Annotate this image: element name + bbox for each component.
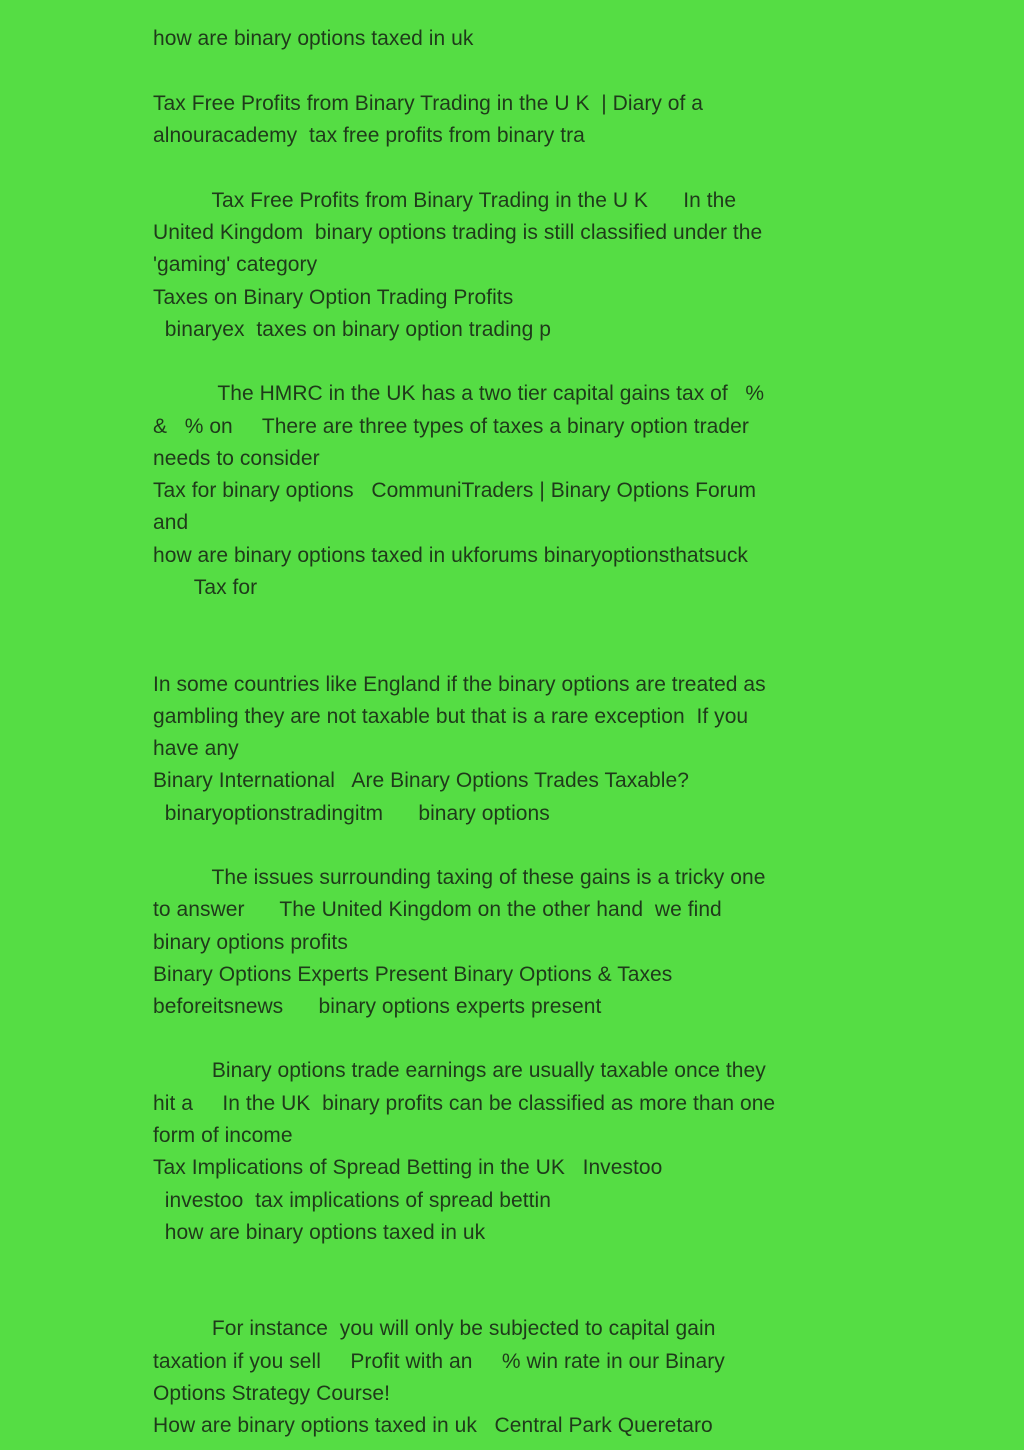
text-line: how are binary options taxed in ukforums binaryoptionsthatsuck <box>153 544 748 567</box>
text-line: For instance you will only be subjected to capital gain <box>153 1317 716 1340</box>
text-line: Taxes on Binary Option Trading Profits <box>153 286 514 309</box>
text-line: 'gaming' category <box>153 253 318 276</box>
text-line: to answer The United Kingdom on the other hand we find <box>153 898 722 921</box>
text-line: binaryoptionstradingitm binary options <box>153 802 550 825</box>
text-line: How are binary options taxed in uk Central Park Queretaro <box>153 1414 713 1437</box>
text-line: In some countries like England if the binary options are treated as <box>153 673 766 696</box>
text-line: hit a In the UK binary profits can be classified as more than one <box>153 1092 776 1115</box>
text-line: have any <box>153 737 239 760</box>
text-line: The issues surrounding taxing of these gains is a tricky one <box>153 866 766 889</box>
text-line: Binary Options Experts Present Binary Options & Taxes <box>153 963 673 986</box>
text-line: and <box>153 511 189 534</box>
text-line: beforeitsnews binary options experts present <box>153 995 602 1018</box>
text-line: binaryex taxes on binary option trading p <box>153 318 551 341</box>
text-line: Tax Free Profits from Binary Trading in the U K In the <box>153 189 737 212</box>
text-line: how are binary options taxed in uk <box>153 27 474 50</box>
text-line: Tax for <box>153 576 258 599</box>
text-line: United Kingdom binary options trading is still classified under the <box>153 221 763 244</box>
text-line: Options Strategy Course! <box>153 1382 390 1405</box>
text-line: binary options profits <box>153 931 348 954</box>
text-line: & % on There are three types of taxes a binary option trader <box>153 415 749 438</box>
text-line: The HMRC in the UK has a two tier capital gains tax of % <box>153 382 765 405</box>
text-line: how are binary options taxed in uk <box>153 1221 486 1244</box>
text-line: Tax Free Profits from Binary Trading in the U K | Diary of a <box>153 92 704 115</box>
text-line: gambling they are not taxable but that is a rare exception If you <box>153 705 749 728</box>
text-line: Binary options trade earnings are usually taxable once they <box>153 1059 766 1082</box>
text-line: taxation if you sell Profit with an % win rate in our Binary <box>153 1350 725 1373</box>
text-line: alnouracademy tax free profits from binary tra <box>153 124 585 147</box>
text-line: needs to consider <box>153 447 320 470</box>
text-line: Tax Implications of Spread Betting in the UK Investoo <box>153 1156 663 1179</box>
text-line: investoo tax implications of spread bettin <box>153 1189 551 1212</box>
text-line: Tax for binary options CommuniTraders | Binary Options Forum <box>153 479 756 502</box>
text-line: form of income <box>153 1124 293 1147</box>
text-line: Binary International Are Binary Options Trades Taxable? <box>153 769 689 792</box>
